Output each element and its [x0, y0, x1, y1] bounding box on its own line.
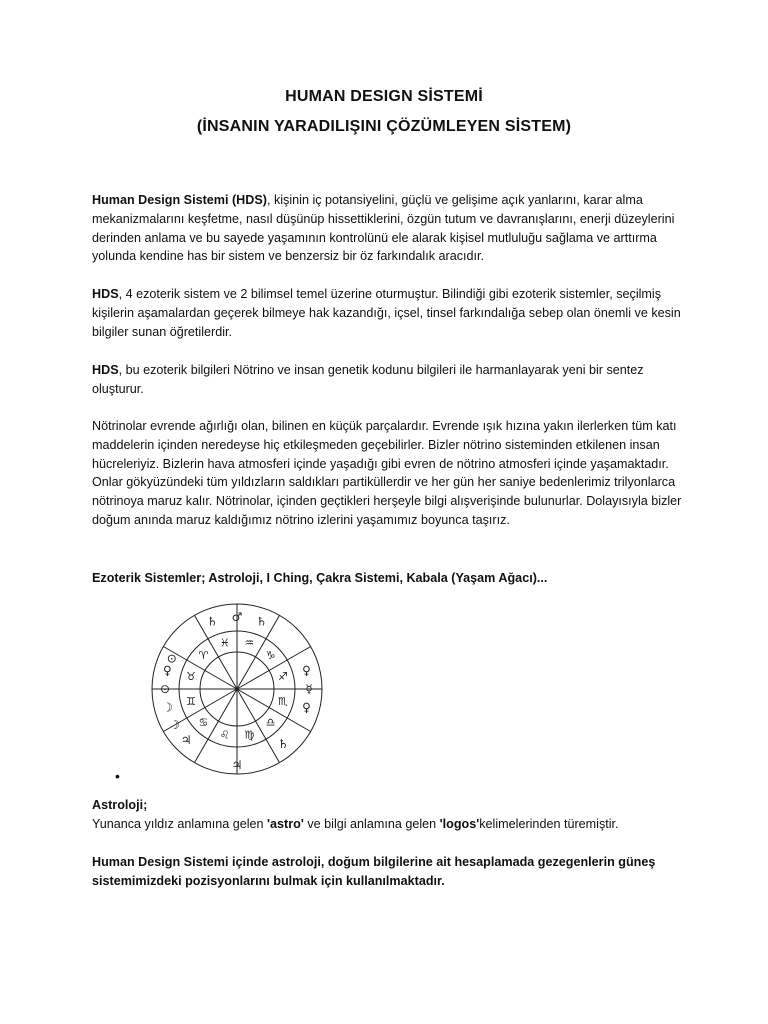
zodiac-glyph: ♌ [219, 728, 230, 742]
planet-glyph: ☿ [305, 682, 313, 696]
astro-text-part: Yunanca yıldız anlamına gelen [92, 817, 268, 831]
paragraph-hds-text: , 4 ezoterik sistem ve 2 bilimsel temel üzerine oturmuştur. Bilindiği gibi ezoterik sistemler, seçilmiş kişilerin aşamalardan geçerek bilmeye hak kazandığı, içsel, tinsel farkındalığa sebep olan önemli ve kesin bilgiler sunan öğretilerdir. [92, 287, 681, 339]
zodiac-glyph: ♉ [186, 670, 197, 684]
astro-text-part: kelimelerinden türemiştir. [479, 817, 619, 831]
zodiac-glyph: ♏ [277, 694, 288, 708]
planet-glyph: ☽ [162, 700, 173, 715]
paragraph-hds-foundation [92, 285, 692, 341]
astrology-definition [92, 815, 692, 834]
paragraph-synthesis-lead: HDS [92, 363, 119, 377]
planet-glyph: ♃ [180, 732, 192, 747]
paragraph-intro-lead: Human Design Sistemi (HDS) [92, 193, 267, 207]
planet-glyph: ♄ [277, 737, 289, 752]
paragraph-intro-text: , kişinin iç potansiyelini, güçlü ve gelişime açık yanlarını, karar alma mekanizmalarını keşfetme, nasıl düşünüp hissettiklerini, özgün tutum ve davranışlarını, enerji düzeylerini derinden anlama ve bu sayede yaşamının kontrolünü ele alarak kişisel mutluluğu sağlama ve arttırma yolunda kendine has bir sistem ve benzersiz bir öz farkındalık aracıdır. [92, 193, 675, 264]
zodiac-glyph: ♑ [265, 648, 276, 662]
planet-glyph: ♂ [231, 610, 243, 624]
paragraph-hds-lead: HDS [92, 287, 119, 301]
paragraph-neutrinos: Nötrinolar evrende ağırlığı olan, bilinen en küçük parçalardır. Evrende ışık hızına yakın ilerlerken tüm katı maddelerin içinden neredeyse hiç etkileşmeden geçebilirler. Bizler nötrino sisteminden etkilenen insan hücreleriyiz. Bizlerin hava atmosferi içinde yaşadığı gibi evren de nötrino atmosferi içinde yaşamaktadır. Onlar gökyüzündeki tüm yıldızların saldıkları partiküllerdir ve her gün her saniye bedenlerimiz trilyonlarca nötrinoya maruz kalır. Nötrinolar, içinden geçtikleri herşeyle bilgi alışverişinde bulunurlar. Dolayısıyla bizler doğum anında maruz kaldığımız nötrino izlerini yaşamımız boyunca taşırız. [92, 419, 682, 527]
esoteric-heading: Ezoterik Sistemler; Astroloji, I Ching, Çakra Sistemi, Kabala (Yaşam Ağacı)... [92, 571, 548, 585]
planet-glyph: ⊙ [166, 651, 177, 666]
zodiac-glyph: ♋ [198, 716, 209, 730]
zodiac-glyph: ♒ [244, 636, 255, 650]
zodiac-glyph: ♎ [265, 716, 276, 730]
zodiac-glyph: ♐ [277, 670, 288, 684]
paragraph-hds-synthesis [92, 361, 692, 399]
planet-glyph: ♄ [206, 614, 218, 629]
paragraph-intro [92, 191, 692, 266]
planet-glyph: ♀ [302, 700, 311, 715]
doc-subtitle: (İNSANIN YARADILIŞINI ÇÖZÜMLEYEN SİSTEM) [196, 118, 572, 135]
doc-title: HUMAN DESIGN SİSTEMİ [285, 88, 483, 105]
list-bullet: • [115, 768, 120, 784]
planet-glyph: ♄ [256, 614, 268, 629]
zodiac-glyph: ♊ [186, 694, 197, 708]
paragraph-synthesis-text: , bu ezoterik bilgileri Nötrino ve insan genetik kodunu bilgileri ile harmanlayarak yeni bir sentez oluşturur. [92, 363, 644, 396]
astrology-wheel-image [142, 600, 332, 780]
zodiac-glyph: ♍ [244, 728, 255, 742]
planet-glyph: ☽ [169, 718, 181, 732]
planet-glyph: ♀ [163, 663, 172, 678]
astro-term: 'astro' [267, 817, 304, 831]
zodiac-glyph: ♓ [219, 636, 230, 650]
planet-glyph: ♃ [231, 758, 243, 772]
zodiac-glyph: ♈ [198, 648, 209, 662]
paragraph-astrology-usage: Human Design Sistemi içinde astroloji, doğum bilgilerine ait hesaplamada gezegenlerin güneş sistemimizdeki pozisyonlarını bulmak için kullanılmaktadır. [92, 855, 656, 888]
astrology-heading: Astroloji; [92, 798, 148, 812]
planet-glyph: ⊙ [159, 682, 171, 696]
planet-glyph: ♀ [302, 663, 311, 678]
logos-term: 'logos' [439, 817, 480, 831]
astro-text-part: ve bilgi anlamına gelen [303, 817, 440, 831]
